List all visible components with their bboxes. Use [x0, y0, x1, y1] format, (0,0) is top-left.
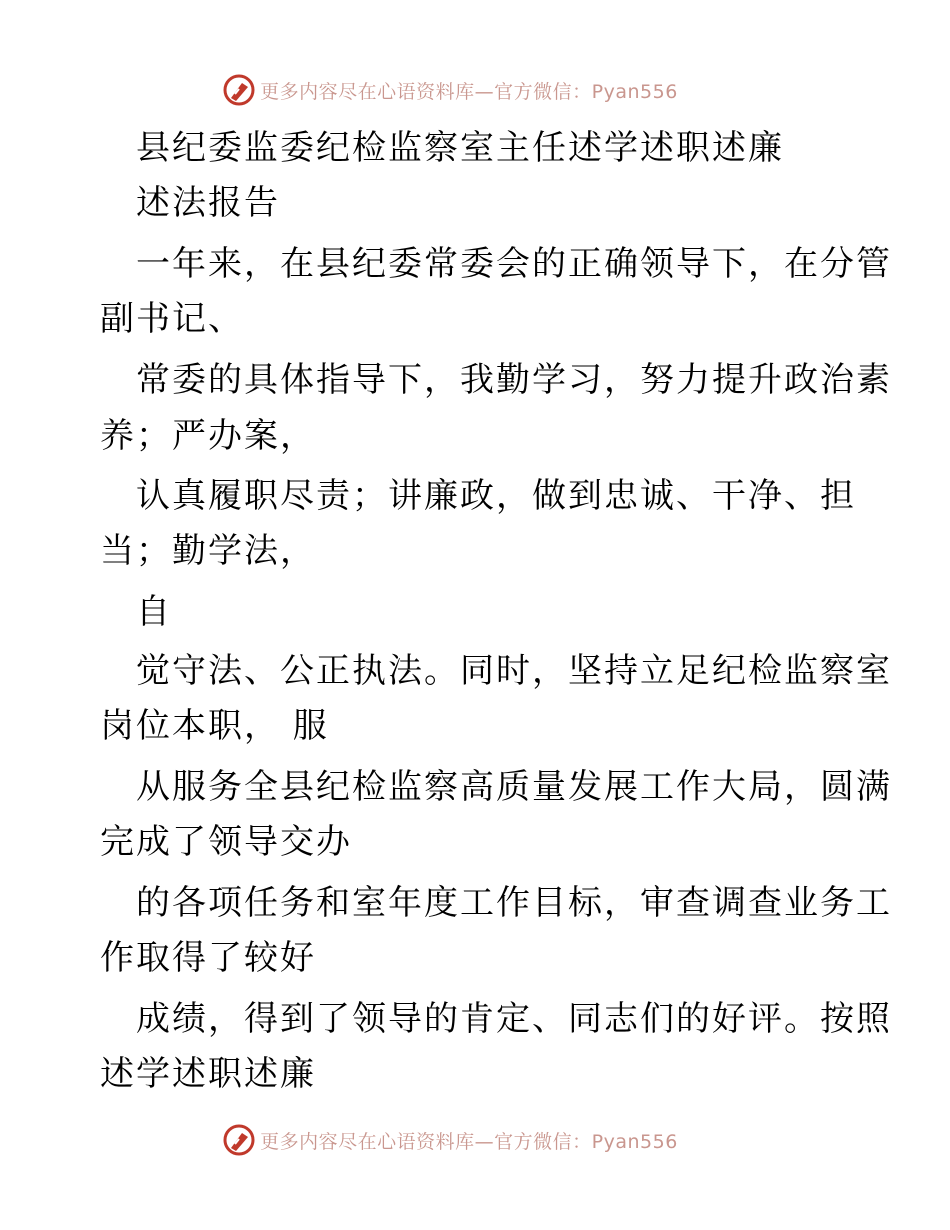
paragraph-line: 作取得了较好 [100, 938, 316, 978]
watermark-text: 更多内容尽在心语资料库—官方微信：Pyan556 [260, 1130, 678, 1153]
paragraph-line: 岗位本职， 服 [100, 706, 329, 746]
paragraph-line: 养；严办案， [100, 416, 316, 456]
paragraph-line: 当；勤学法， [100, 531, 316, 571]
watermark-text: 更多内容尽在心语资料库—官方微信：Pyan556 [260, 80, 678, 103]
paragraph-line: 从服务全县纪检监察高质量发展工作大局，圆满 [136, 767, 892, 807]
paragraph-line: 副书记、 [100, 299, 244, 339]
title-line-2: 述法报告 [136, 183, 280, 223]
header-watermark [0, 70, 950, 110]
pen-nib-logo-icon [222, 1123, 256, 1157]
paragraph-line: 完成了领导交办 [100, 822, 352, 862]
paragraph-line: 成绩，得到了领导的肯定、同志们的好评。按照 [136, 999, 892, 1039]
paragraph-line: 认真履职尽责；讲廉政，做到忠诚、干净、担 [136, 476, 856, 516]
paragraph-line: 的各项任务和室年度工作目标，审查调查业务工 [136, 883, 892, 923]
paragraph-line: 觉守法、公正执法。同时，坚持立足纪检监察室 [136, 651, 892, 691]
paragraph-line: 一年来，在县纪委常委会的正确领导下，在分管 [136, 244, 892, 284]
paragraph-line: 述学述职述廉 [100, 1054, 316, 1094]
title-line-1: 县纪委监委纪检监察室主任述学述职述廉 [136, 128, 784, 168]
pen-nib-logo-icon [222, 73, 256, 107]
paragraph-line: 常委的具体指导下，我勤学习，努力提升政治素 [136, 360, 892, 400]
footer-watermark [0, 1120, 950, 1160]
paragraph-line: 自 [136, 592, 172, 632]
